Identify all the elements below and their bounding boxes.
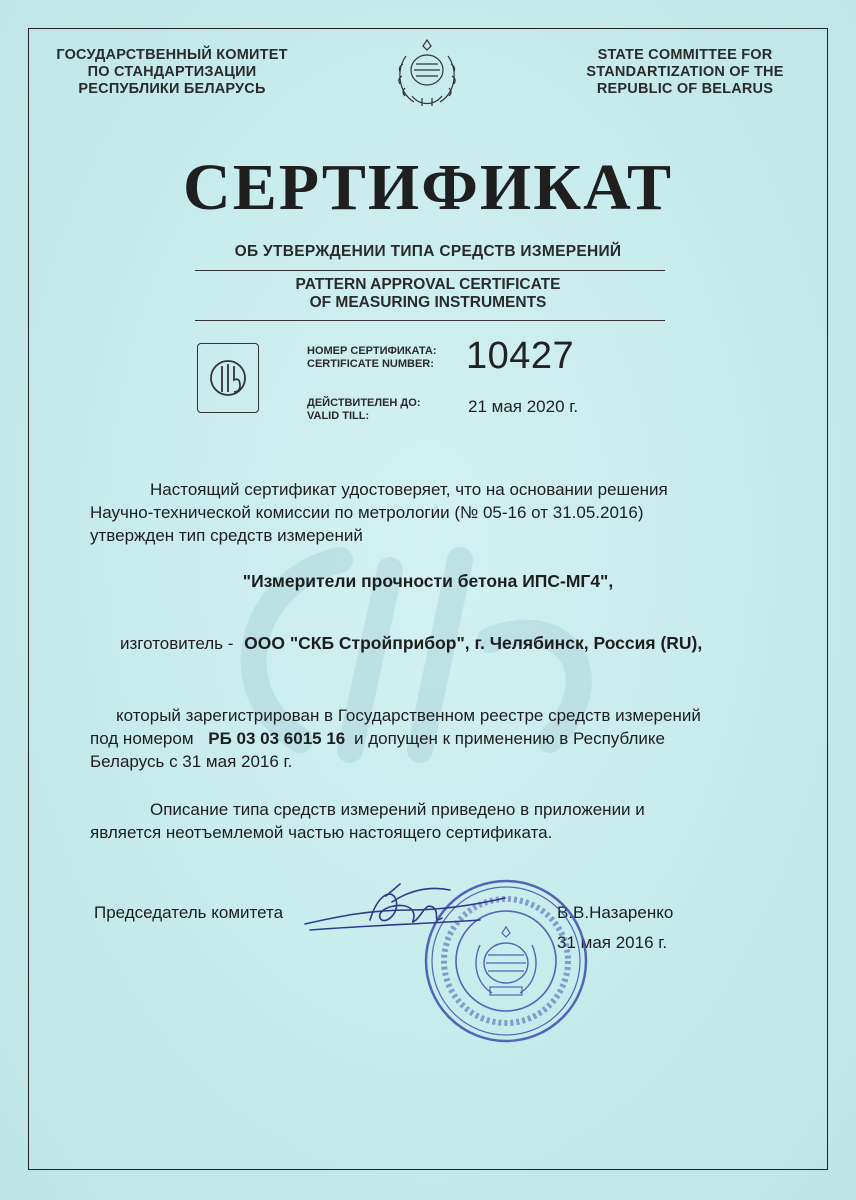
- certificate-title: СЕРТИФИКАТ: [183, 151, 673, 224]
- valid-till-date: 21 мая 2020 г.: [468, 397, 579, 416]
- para2-line-1: который зарегистрирован в Государственном реестре средств измерений: [116, 706, 701, 725]
- para3-line-2: является неотъемлемой частью настоящего сертификата.: [90, 823, 553, 842]
- para1-line-3: утвержден тип средств измерений: [90, 526, 363, 545]
- standards-logo-icon: [198, 344, 258, 412]
- valid-till-label-ru: ДЕЙСТВИТЕЛЕН ДО:: [307, 397, 421, 409]
- para1-line-1: Настоящий сертификат удостоверяет, что на основании решения: [150, 480, 668, 499]
- para2-before-number: под номером: [90, 729, 194, 748]
- registry-number: РБ 03 03 6015 16: [208, 729, 346, 748]
- signature-date: 31 мая 2016 г.: [557, 933, 668, 952]
- para2-line-3: Беларусь с 31 мая 2016 г.: [90, 752, 293, 771]
- manufacturer-row: [120, 632, 702, 655]
- certificate-number-label-ru: НОМЕР СЕРТИФИКАТА:: [307, 345, 437, 357]
- header-right-line-1: STATE COMMITTEE FOR: [597, 47, 773, 63]
- valid-till-label-en: VALID TILL:: [307, 409, 370, 422]
- header-left-line-3: РЕСПУБЛИКИ БЕЛАРУСЬ: [78, 81, 266, 97]
- divider-bottom: [195, 320, 665, 321]
- header-right-line-3: REPUBLIC OF BELARUS: [596, 81, 774, 97]
- handwritten-signature-icon: [300, 880, 510, 940]
- subtitle-en-line-1: PATTERN APPROVAL CERTIFICATE: [295, 276, 561, 293]
- subtitle-en-line-2: OF MEASURING INSTRUMENTS: [309, 294, 547, 311]
- subtitle-ru: ОБ УТВЕРЖДЕНИИ ТИПА СРЕДСТВ ИЗМЕРЕНИЙ: [234, 243, 622, 260]
- certificate-number: 10427: [466, 335, 575, 377]
- manufacturer-label: изготовитель -: [120, 634, 234, 653]
- para1-line-2: Научно-технической комиссии по метрологии (№ 05-16 от 31.05.2016): [90, 503, 644, 522]
- instrument-name: "Измерители прочности бетона ИПС-МГ4",: [242, 571, 614, 591]
- divider-top: [195, 270, 665, 271]
- valid-till-label: [307, 397, 421, 422]
- certificate-number-label: [307, 345, 437, 370]
- para3-line-1: Описание типа средств измерений приведено в приложении и: [150, 800, 645, 819]
- header-left-line-1: ГОСУДАРСТВЕННЫЙ КОМИТЕТ: [56, 47, 288, 63]
- subtitle-en: [0, 276, 856, 312]
- standards-logo: [197, 343, 259, 413]
- para2-after-number: и допущен к применению в Республике: [353, 729, 665, 748]
- header-left-line-2: ПО СТАНДАРТИЗАЦИИ: [87, 64, 257, 80]
- para2-line-2: [90, 728, 665, 750]
- manufacturer-name: ООО "СКБ Стройприбор", г. Челябинск, Россия (RU),: [244, 633, 703, 653]
- state-emblem-icon: [392, 36, 462, 112]
- certificate-number-label-en: CERTIFICATE NUMBER:: [307, 357, 434, 370]
- header-left: [56, 47, 288, 98]
- signer-role: Председатель комитета: [94, 903, 284, 922]
- header-right: [570, 47, 800, 98]
- header-right-line-2: STANDARTIZATION OF THE: [586, 64, 784, 80]
- signer-name: В.В.Назаренко: [557, 903, 674, 922]
